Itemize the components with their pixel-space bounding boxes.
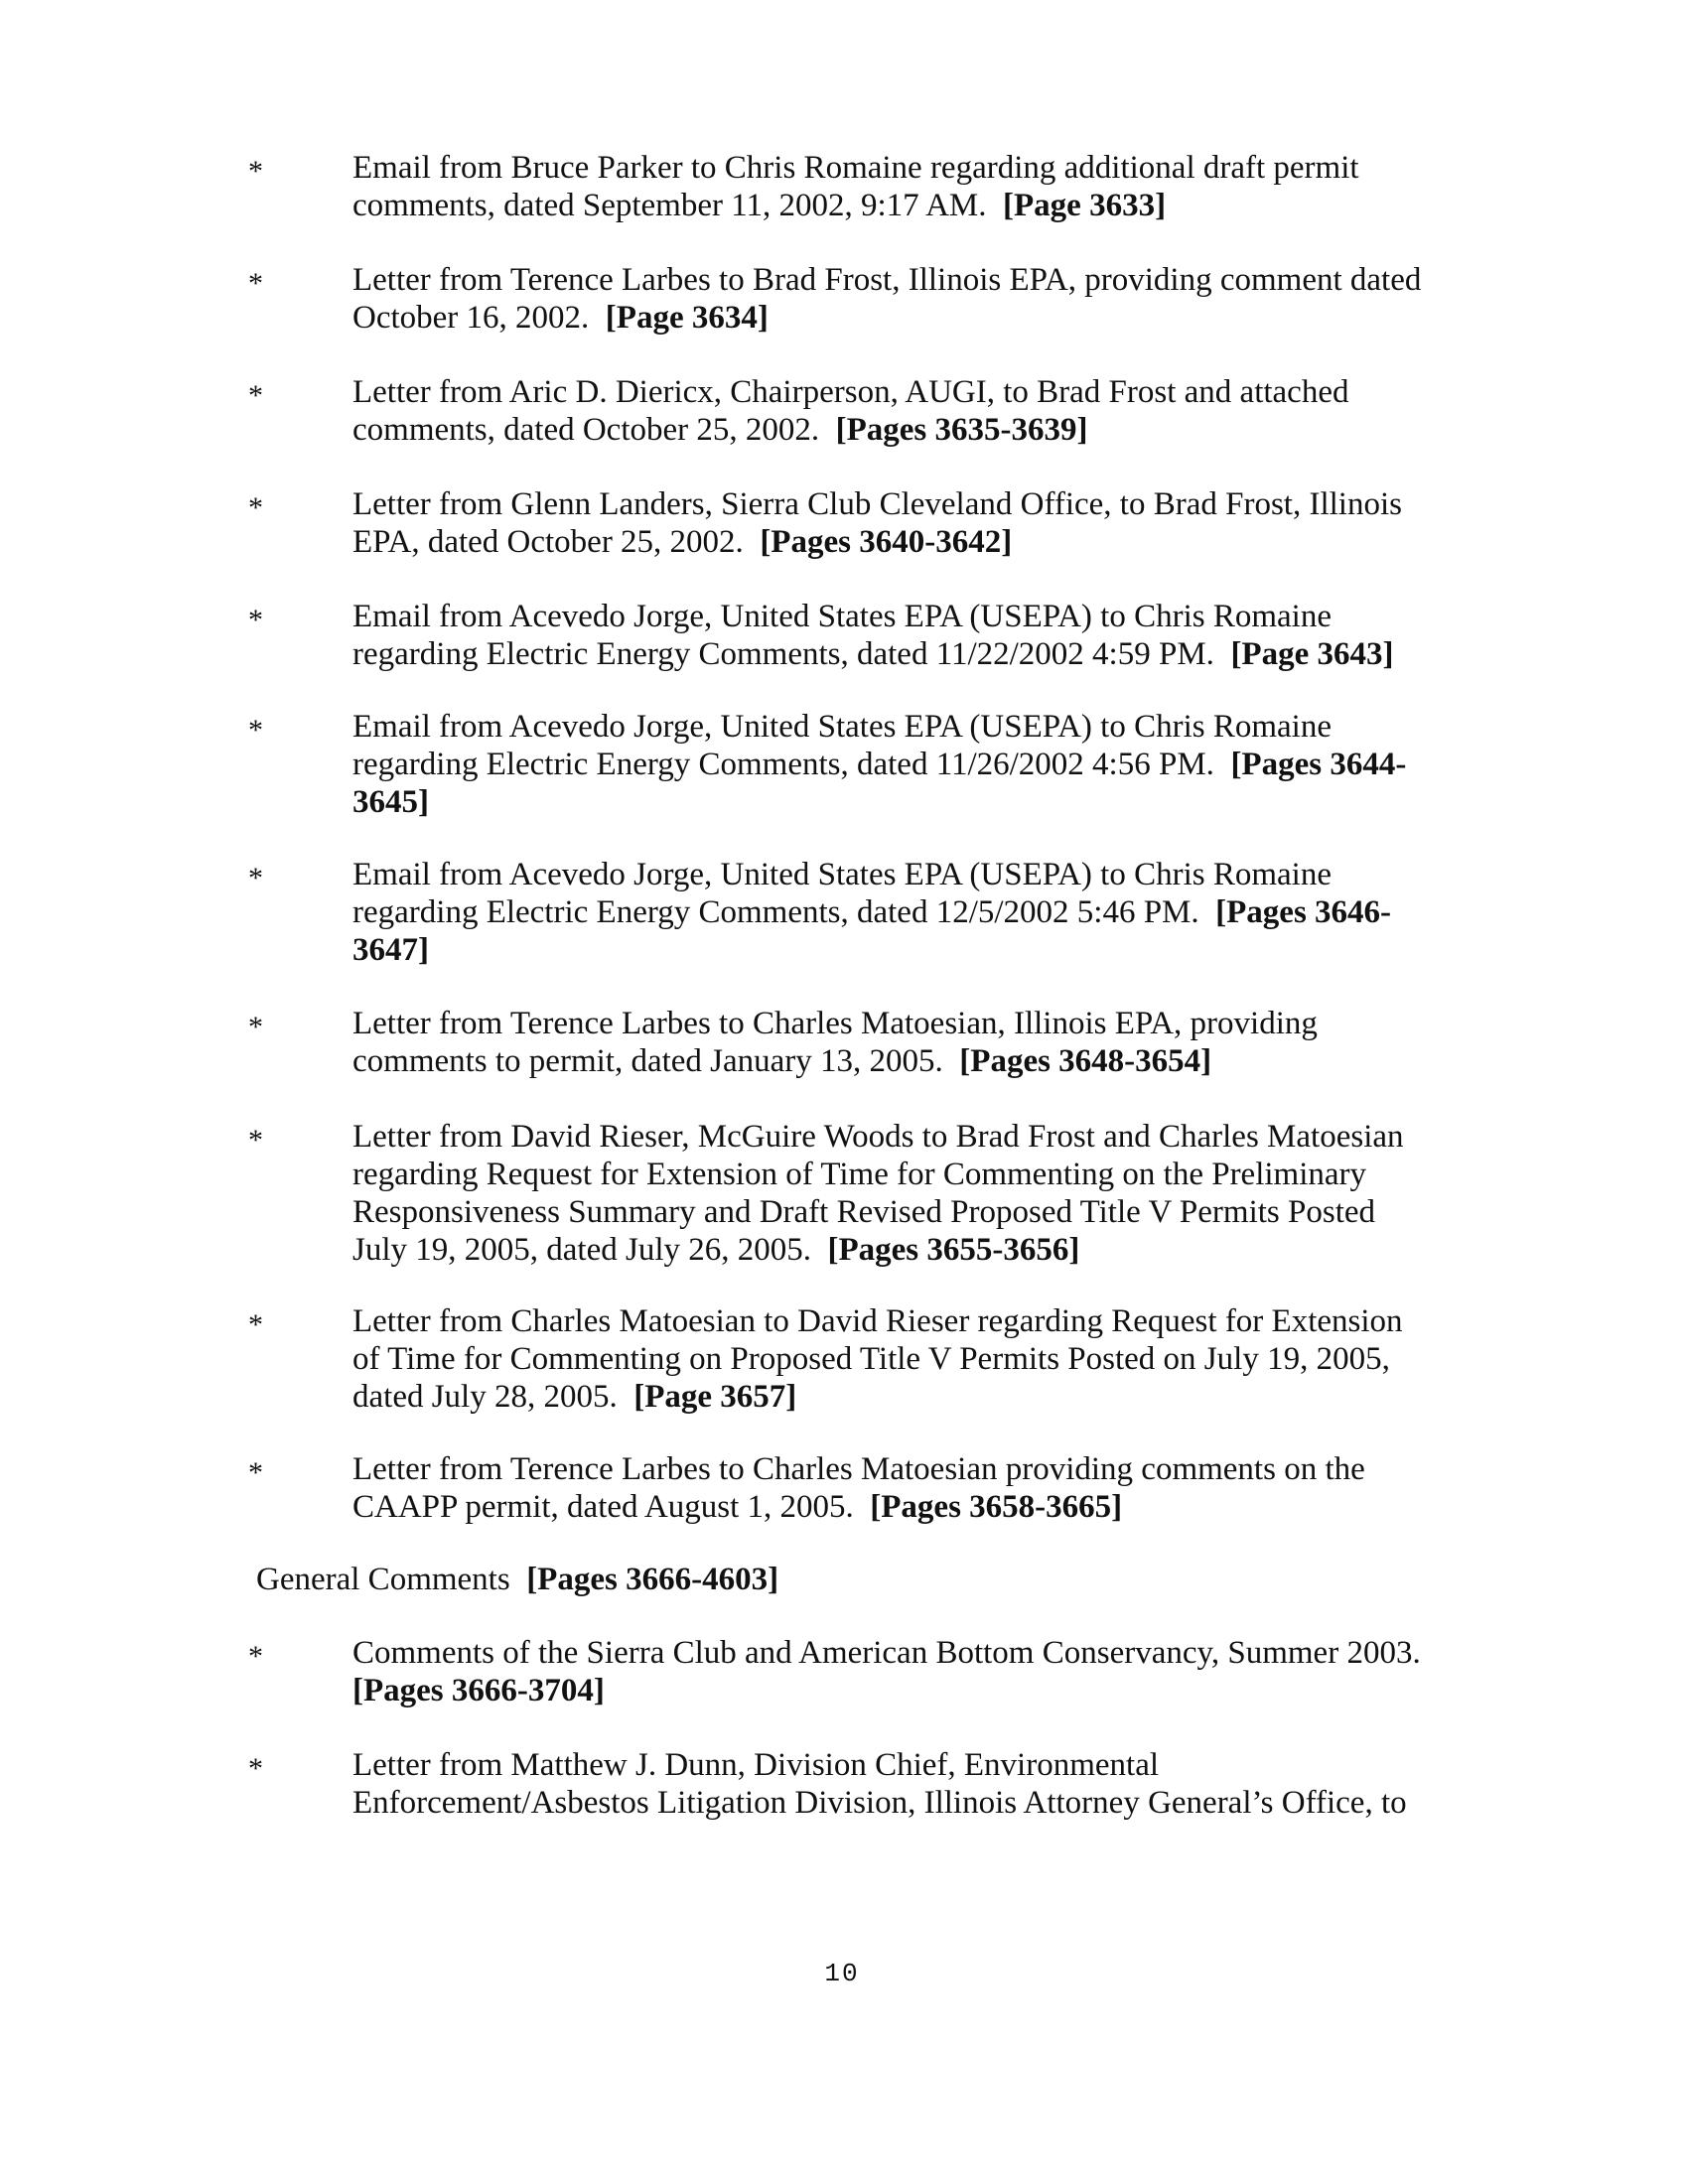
entry-text (352, 1450, 1425, 1526)
section-title: General Comments (256, 1562, 510, 1597)
entry-description: Letter from Terence Larbes to Brad Frost, Illinois EPA, providing comment dated October 16, 2002. (352, 262, 1422, 336)
bullet: * (248, 1011, 263, 1043)
bullet: * (248, 267, 263, 300)
entry-description: Letter from Terence Larbes to Charles Matoesian providing comments on the CAAPP permit, dated August 1, 2005. (352, 1451, 1365, 1525)
entry-description: Letter from Aric D. Diericx, Chairperson, AUGI, to Brad Frost and attached comments, dated October 25, 2002. (352, 374, 1349, 448)
page-reference: [Pages 3646-3647] (352, 894, 1392, 968)
bullet: * (248, 1640, 263, 1673)
page-reference: [Page 3643] (1230, 636, 1394, 672)
page-reference: [Pages 3635-3639] (835, 412, 1088, 448)
bullet: * (248, 1752, 263, 1785)
bullet: * (248, 155, 263, 188)
bullet: * (248, 379, 263, 412)
page-reference: [Pages 3640-3642] (760, 524, 1013, 560)
entry-description: Letter from Terence Larbes to Charles Matoesian, Illinois EPA, providing comments to permit, dated January 13, 2005. (352, 1006, 1318, 1079)
bullet: * (248, 714, 263, 747)
entry-description: Letter from Glenn Landers, Sierra Club Cleveland Office, to Brad Frost, Illinois EPA, dated October 25, 2002. (352, 486, 1402, 560)
entry-text (352, 598, 1425, 673)
bullet: * (248, 1456, 263, 1489)
entry-text (352, 1118, 1425, 1269)
page-reference: [Pages 3655-3656] (827, 1232, 1080, 1268)
entry-text (352, 1634, 1425, 1709)
page-reference: [Pages 3648-3654] (959, 1043, 1212, 1079)
entry-description: Email from Acevedo Jorge, United States EPA (USEPA) to Chris Romaine regarding Electric Energy Comments, dated 12/5/2002 5:46 PM. (352, 857, 1332, 930)
page-reference: [Pages 3644-3645] (352, 747, 1407, 820)
entry-text (352, 856, 1425, 969)
entry-text (352, 708, 1425, 821)
bullet: * (248, 604, 263, 636)
entry-text (352, 149, 1425, 224)
entry-text (352, 485, 1425, 561)
entry-description: Letter from David Rieser, McGuire Woods to Brad Frost and Charles Matoesian regarding Request for Extension of Time for Commenting on the Preliminary Responsiveness Summary and Draft Revised Proposed Title V Permits Posted July 19, 2005, dated July 26, 2005. (352, 1119, 1404, 1268)
entry-description: Letter from Charles Matoesian to David Rieser regarding Request for Extension of Time for Commenting on Proposed Title V Permits Posted on July 19, 2005, dated July 28, 2005. (352, 1303, 1403, 1415)
section-page-reference: [Pages 3666-4603] (526, 1562, 779, 1597)
entry-description: Comments of the Sierra Club and American Bottom Conservancy, Summer 2003. (352, 1635, 1421, 1671)
entry-description: Letter from Matthew J. Dunn, Division Chief, Environmental Enforcement/Asbestos Litigation Division, Illinois Attorney General’s Office, to (352, 1747, 1407, 1821)
page-reference: [Pages 3666-3704] (352, 1673, 605, 1708)
page-reference: [Page 3634] (605, 300, 769, 336)
page-reference: [Page 3633] (1003, 188, 1167, 223)
page-reference: [Pages 3658-3665] (870, 1489, 1123, 1525)
entry-description: Email from Acevedo Jorge, United States EPA (USEPA) to Chris Romaine regarding Electric Energy Comments, dated 11/22/2002 4:59 PM. (352, 599, 1332, 672)
bullet: * (248, 1308, 263, 1341)
bullet: * (248, 862, 263, 894)
page-number: 10 (824, 1959, 860, 1988)
entry-text (352, 373, 1425, 449)
entry-text (352, 261, 1425, 337)
entry-description: Email from Bruce Parker to Chris Romaine regarding additional draft permit comments, dated September 11, 2002, 9:17 AM. (352, 150, 1359, 223)
bullet: * (248, 491, 263, 524)
entry-text (352, 1005, 1425, 1080)
page-reference: [Page 3657] (633, 1379, 797, 1415)
entry-text (352, 1302, 1425, 1416)
bullet: * (248, 1124, 263, 1157)
section-heading (256, 1561, 1249, 1598)
entry-text (352, 1746, 1425, 1822)
entry-description: Email from Acevedo Jorge, United States EPA (USEPA) to Chris Romaine regarding Electric Energy Comments, dated 11/26/2002 4:56 PM. (352, 709, 1332, 782)
